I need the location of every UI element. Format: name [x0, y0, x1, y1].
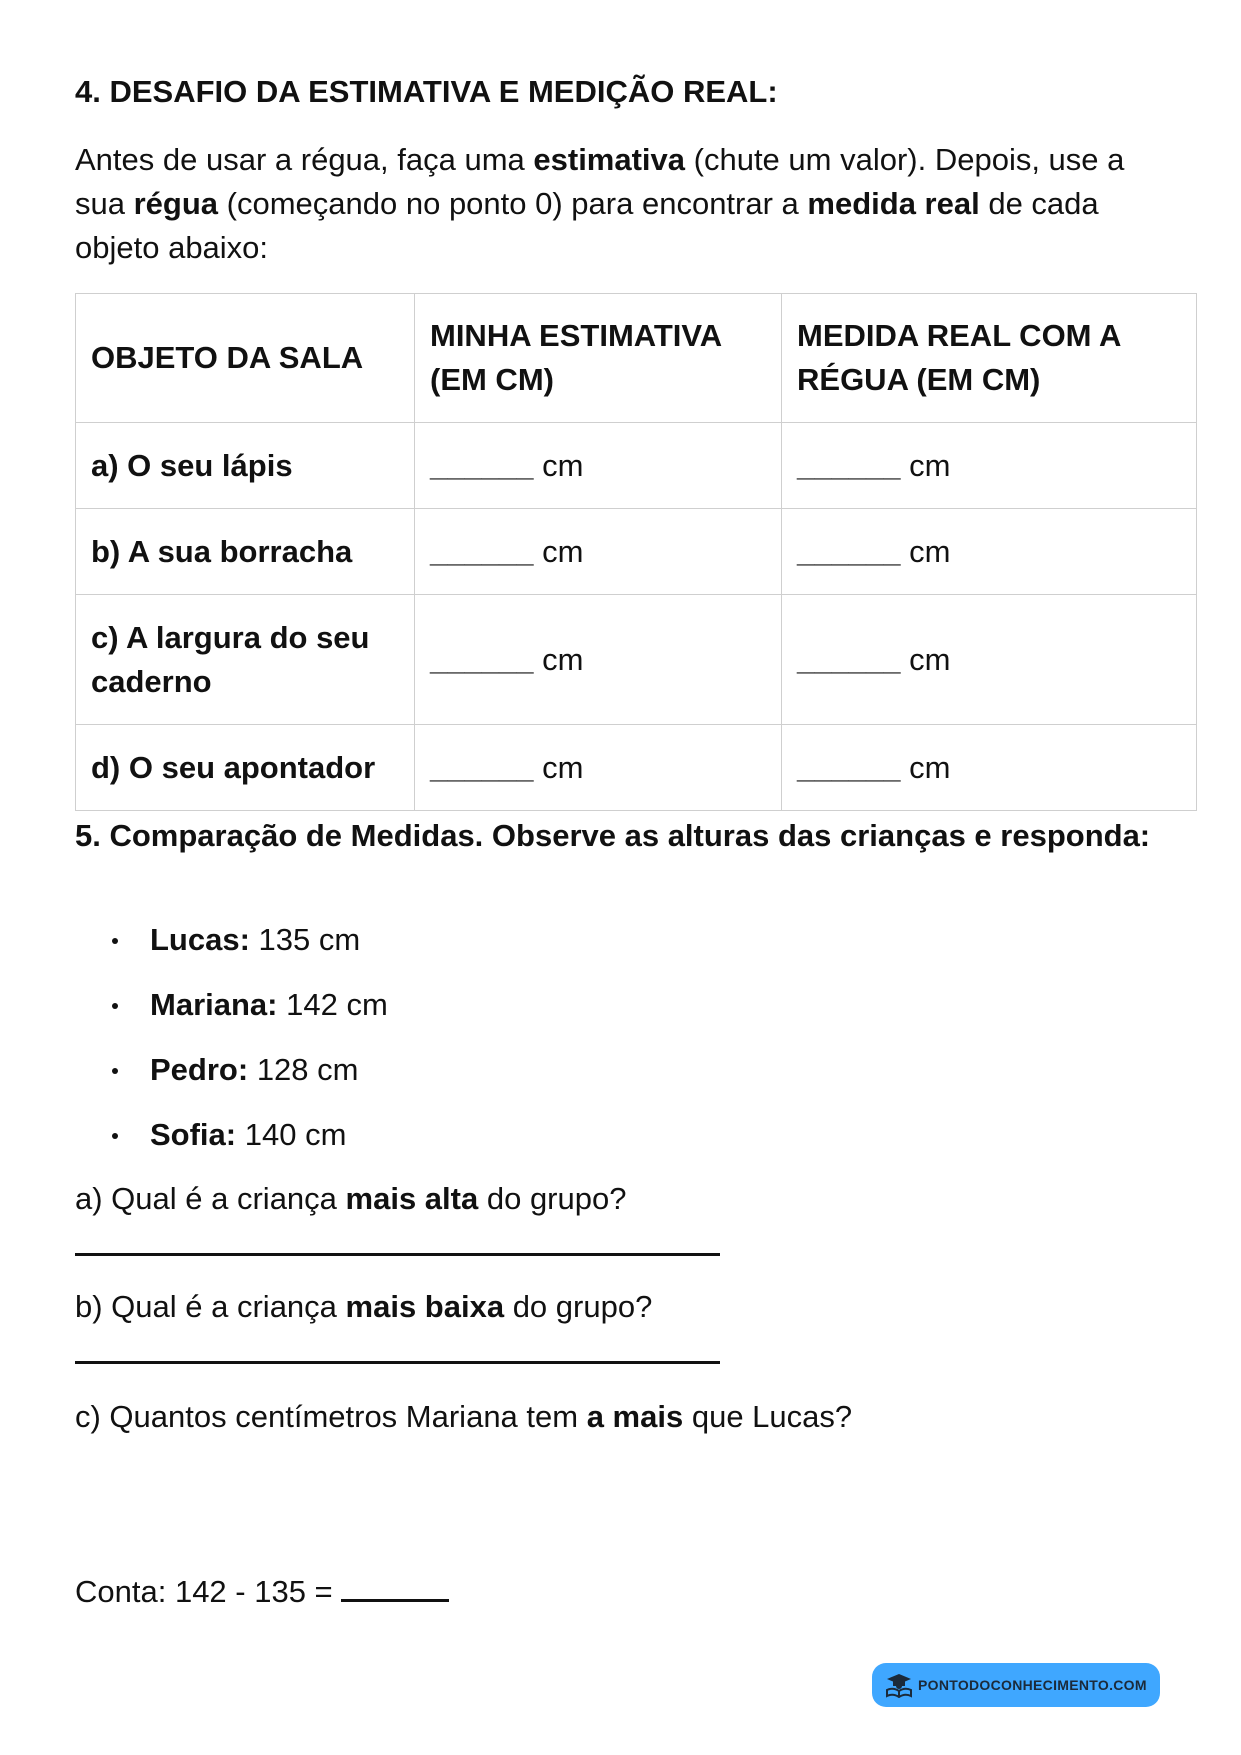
estimate-blank[interactable]: ______ [430, 447, 534, 483]
intro-text-4: de cada objeto abaixo: [75, 186, 1099, 265]
child-name: Lucas: [150, 922, 250, 957]
row-object: b) A sua borracha [76, 509, 415, 595]
row-real[interactable] [782, 423, 1197, 509]
row-real[interactable] [782, 509, 1197, 595]
unit-label: cm [542, 641, 584, 677]
list-item [75, 918, 388, 983]
question-b-bold: mais baixa [345, 1289, 505, 1324]
children-heights-list [75, 918, 388, 1178]
bullet-icon [112, 1003, 118, 1009]
row-real[interactable] [782, 725, 1197, 811]
question-a-bold: mais alta [345, 1181, 479, 1216]
intro-text-2: (chute um valor). Depois, use a sua [75, 142, 1125, 221]
question-c-text-end: que Lucas? [683, 1399, 853, 1434]
calculation-text: Conta: 142 - 135 = [75, 1574, 342, 1609]
table-row [76, 725, 1197, 811]
header-estimate: MINHA ESTIMATIVA (EM CM) [415, 294, 782, 423]
graduate-book-icon [884, 1672, 914, 1698]
question-b [75, 1285, 652, 1329]
question-c-text: c) Quantos centímetros Mariana tem [75, 1399, 587, 1434]
measurement-table [75, 293, 1197, 811]
unit-label: cm [909, 533, 951, 569]
child-height: 140 cm [244, 1117, 347, 1152]
list-item [75, 1048, 388, 1113]
row-estimate[interactable] [415, 423, 782, 509]
intro-bold-estimativa: estimativa [533, 142, 686, 177]
answer-line-a[interactable] [75, 1253, 720, 1256]
header-object: OBJETO DA SALA [76, 294, 415, 423]
question-c [75, 1395, 852, 1439]
table-row [76, 595, 1197, 725]
question-c-bold: a mais [586, 1399, 684, 1434]
unit-label: cm [542, 533, 584, 569]
real-blank[interactable]: ______ [797, 749, 901, 785]
real-blank[interactable]: ______ [797, 447, 901, 483]
row-estimate[interactable] [415, 725, 782, 811]
question-b-text: b) Qual é a criança [75, 1289, 346, 1324]
row-estimate[interactable] [415, 595, 782, 725]
child-height: 142 cm [286, 987, 388, 1022]
table-row [76, 423, 1197, 509]
unit-label: cm [909, 447, 951, 483]
bullet-icon [112, 938, 118, 944]
row-estimate[interactable] [415, 509, 782, 595]
child-name: Pedro: [150, 1052, 249, 1087]
row-object: a) O seu lápis [76, 423, 415, 509]
real-blank[interactable]: ______ [797, 641, 901, 677]
question-a-text-end: do grupo? [478, 1181, 627, 1216]
list-item [75, 983, 388, 1048]
intro-bold-regua: régua [133, 186, 219, 221]
table-row [76, 509, 1197, 595]
child-height: 128 cm [256, 1052, 359, 1087]
answer-line-b[interactable] [75, 1361, 720, 1364]
intro-text-3: (começando no ponto 0) para encontrar a [218, 186, 808, 221]
site-logo-text: PONTODOCONHECIMENTO.COM [918, 1677, 1147, 1693]
question-b-text-end: do grupo? [504, 1289, 653, 1324]
intro-text-1: Antes de usar a régua, faça uma [75, 142, 534, 177]
unit-label: cm [909, 749, 951, 785]
intro-bold-medida-real: medida real [807, 186, 980, 221]
estimate-blank[interactable]: ______ [430, 749, 534, 785]
unit-label: cm [542, 749, 584, 785]
table-header-row [76, 294, 1197, 423]
row-real[interactable] [782, 595, 1197, 725]
site-logo-badge [872, 1663, 1160, 1707]
header-real: MEDIDA REAL COM A RÉGUA (EM CM) [782, 294, 1197, 423]
unit-label: cm [542, 447, 584, 483]
bullet-icon [112, 1133, 118, 1139]
estimate-blank[interactable]: ______ [430, 641, 534, 677]
row-object: d) O seu apontador [76, 725, 415, 811]
real-blank[interactable]: ______ [797, 533, 901, 569]
child-name: Mariana: [150, 987, 278, 1022]
section-4-title: 4. DESAFIO DA ESTIMATIVA E MEDIÇÃO REAL: [75, 74, 778, 109]
estimate-blank[interactable]: ______ [430, 533, 534, 569]
section-4-instructions [75, 138, 1175, 270]
question-a-text: a) Qual é a criança [75, 1181, 346, 1216]
section-5-title: 5. Comparação de Medidas. Observe as alturas das crianças e responda: [75, 818, 1151, 853]
bullet-icon [112, 1068, 118, 1074]
list-item [75, 1113, 388, 1178]
child-height: 135 cm [258, 922, 361, 957]
calculation-line [75, 1570, 449, 1614]
unit-label: cm [909, 641, 951, 677]
calculation-answer-blank[interactable] [341, 1571, 449, 1602]
question-a [75, 1177, 626, 1221]
row-object: c) A largura do seu caderno [76, 595, 415, 725]
child-name: Sofia: [150, 1117, 237, 1152]
